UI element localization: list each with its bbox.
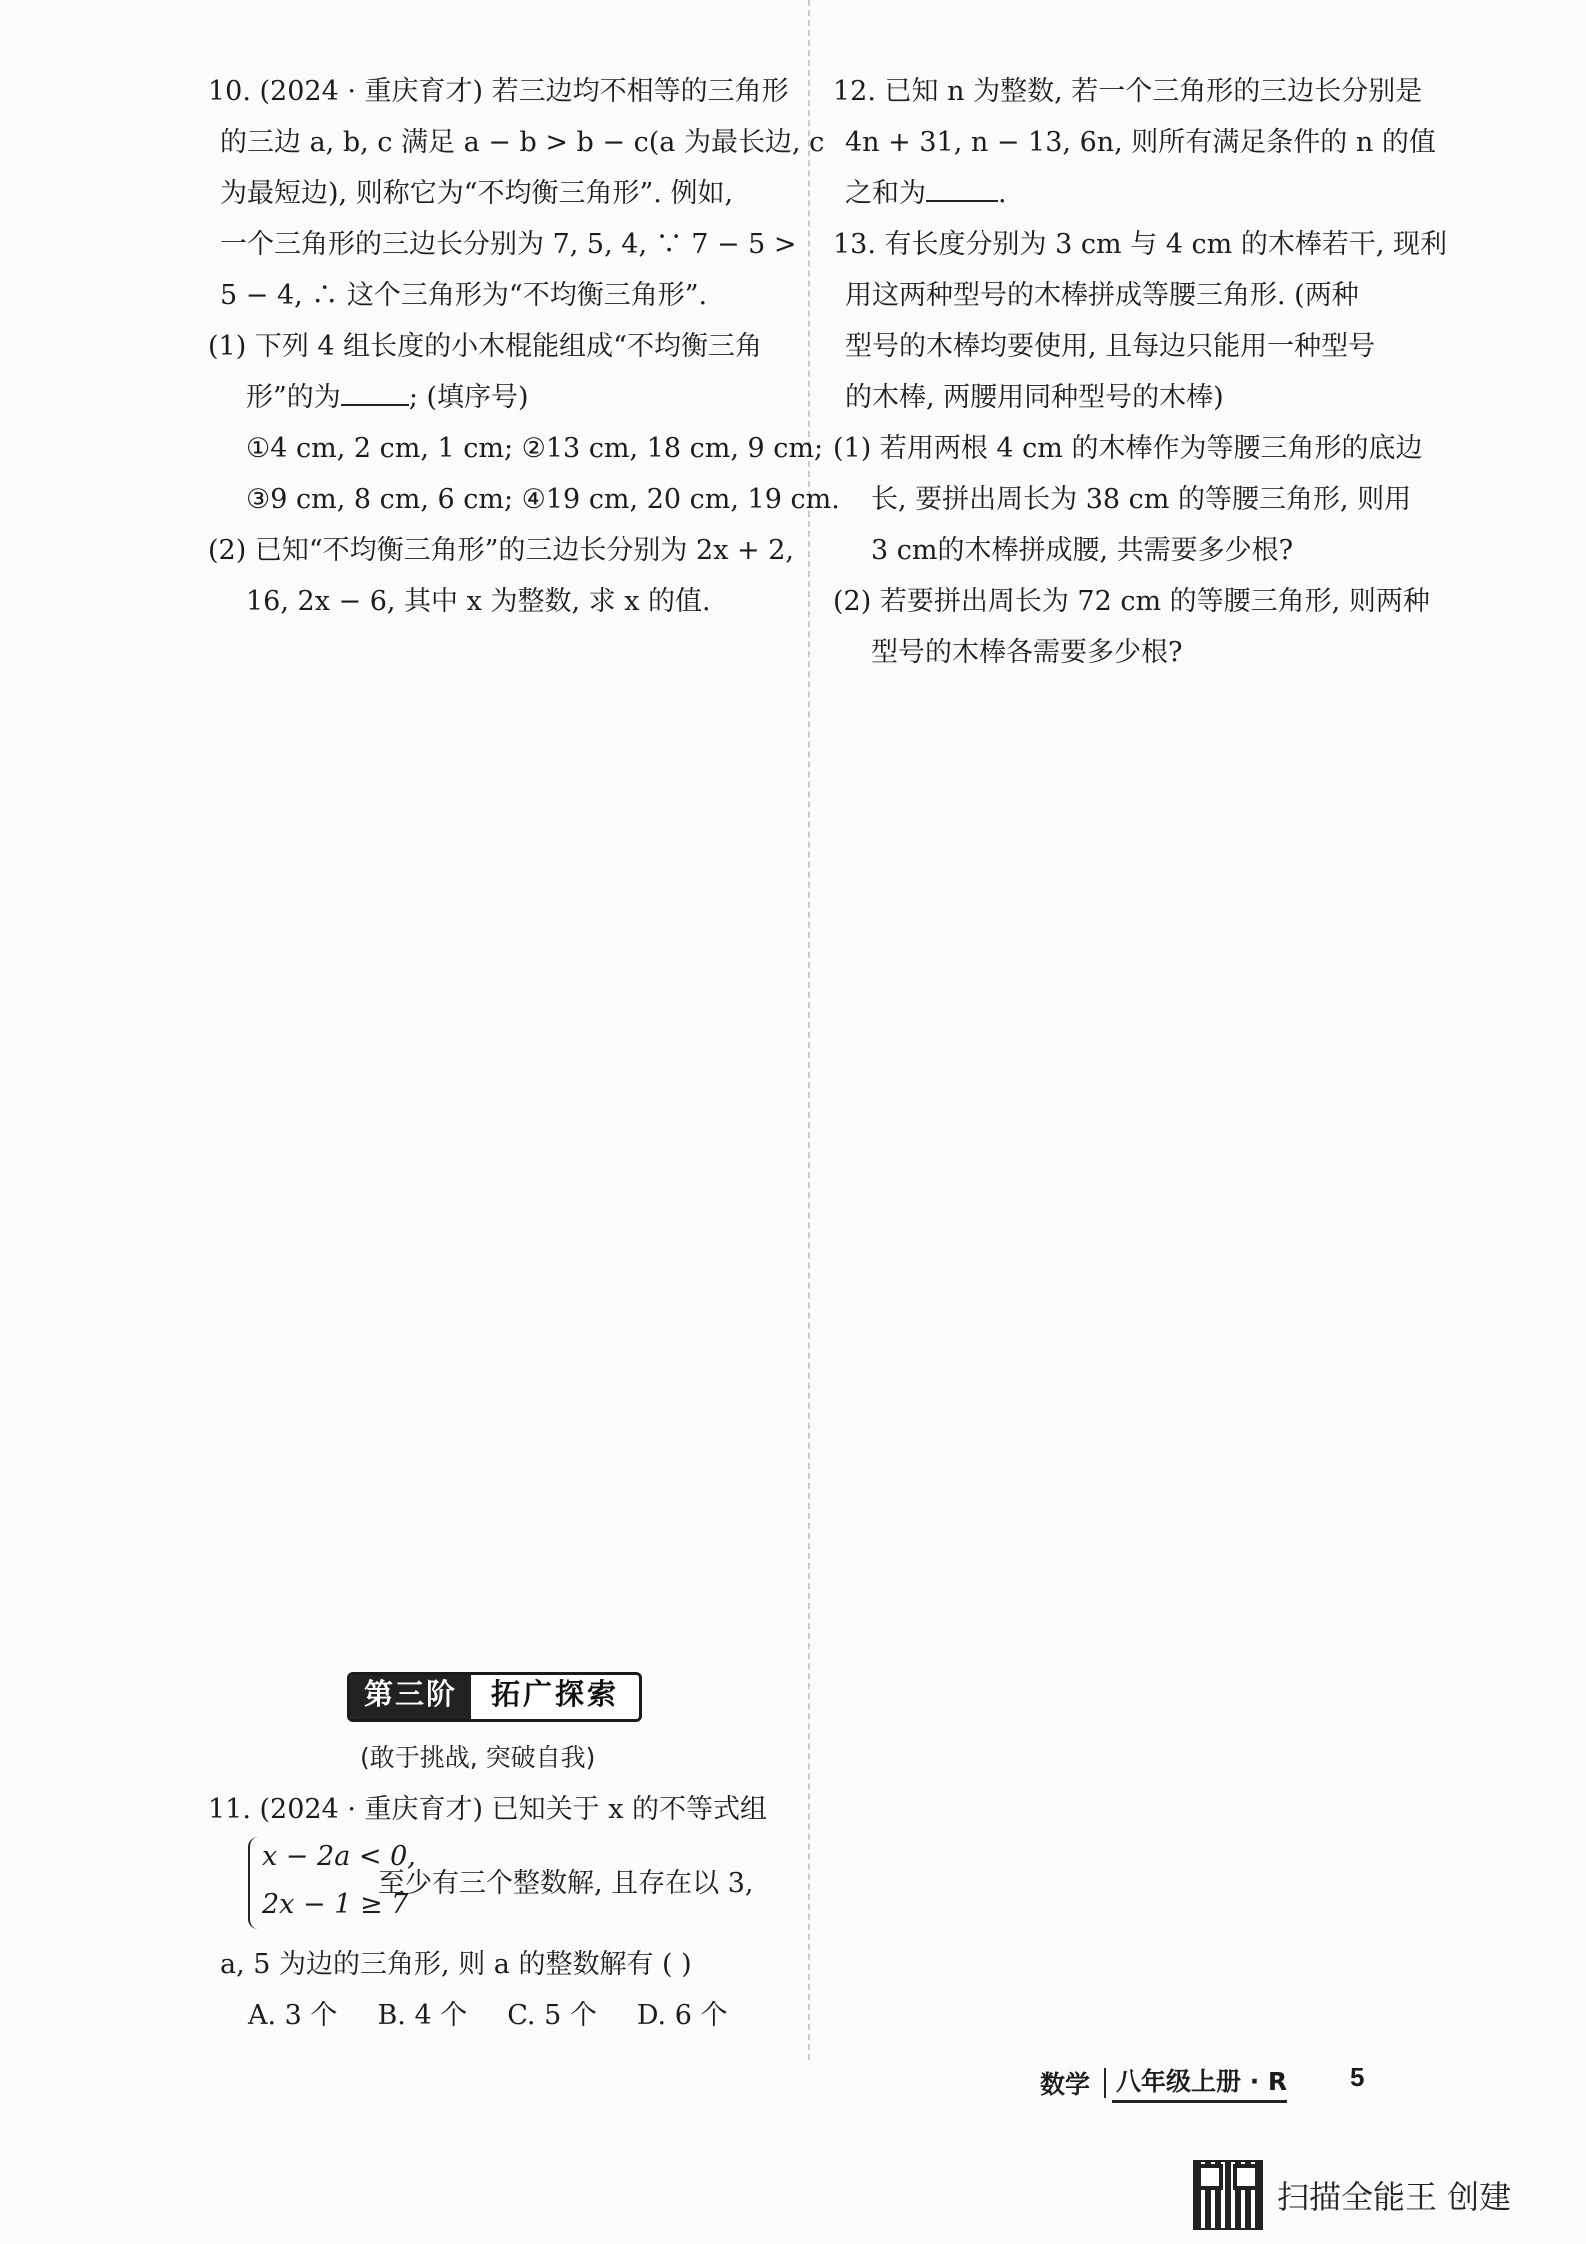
inequality-system <box>208 1835 798 1939</box>
q13-part1-line: (1) 若用两根 4 cm 的木棒作为等腰三角形的底边 <box>833 433 1423 464</box>
left-column <box>208 66 840 627</box>
answer-blank[interactable] <box>926 176 998 202</box>
q11-line: a, 5 为边的三角形, 则 a 的整数解有 ( ) <box>220 1949 692 1980</box>
q13-line: 的木棒, 两腰用同种型号的木棒) <box>845 382 1224 413</box>
q13-line: 用这两种型号的木棒拼成等腰三角形. (两种 <box>845 280 1359 311</box>
footer-subject: 数学 <box>1040 2069 1091 2099</box>
option-c[interactable]: C. 5 个 <box>507 2000 597 2031</box>
q12-line: 4n + 31, n − 13, 6n, 则所有满足条件的 n 的值 <box>845 127 1436 158</box>
q13-part2-line: 型号的木棒各需要多少根? <box>871 637 1183 668</box>
q13-part2-line: (2) 若要拼出周长为 72 cm 的等腰三角形, 则两种 <box>833 586 1430 617</box>
q11-intro: 11. (2024 · 重庆育才) 已知关于 x 的不等式组 <box>208 1794 768 1825</box>
option-d[interactable]: D. 6 个 <box>636 2000 728 2031</box>
q10-line: 一个三角形的三边长分别为 7, 5, 4, ∵ 7 − 5 > <box>220 229 797 260</box>
q10-line: 的三边 a, b, c 满足 a − b > b − c(a 为最长边, c <box>220 127 825 158</box>
inequality-1: x − 2a < 0, <box>262 1841 416 1872</box>
question-10 <box>208 66 840 627</box>
q10-part1-text: ; (填序号) <box>408 382 529 413</box>
q10-part1-line: (1) 下列 4 组长度的小木棍能组成“不均衡三角 <box>208 331 762 362</box>
q13-part1-line: 长, 要拼出周长为 38 cm 的等腰三角形, 则用 <box>871 484 1412 515</box>
q10-part2-line: 16, 2x − 6, 其中 x 为整数, 求 x 的值. <box>246 586 711 617</box>
qr-code-icon <box>1193 2160 1263 2230</box>
section-banner <box>347 1672 642 1722</box>
option-a[interactable]: A. 3 个 <box>248 2000 338 2031</box>
q10-part2-line: (2) 已知“不均衡三角形”的三边长分别为 2x + 2, <box>208 535 794 566</box>
q12-text: . <box>998 178 1007 209</box>
right-column <box>833 66 1447 678</box>
section-title: 拓广探索 <box>471 1675 639 1719</box>
q12-answer-line <box>833 168 1413 219</box>
question-11 <box>208 1784 798 2041</box>
footer-grade: 八年级上册 · R <box>1112 2062 1287 2103</box>
q11-options <box>208 1990 798 2041</box>
q13-line: 型号的木棒均要使用, 且每边只能用一种型号 <box>845 331 1376 362</box>
q12-line: 12. 已知 n 为整数, 若一个三角形的三边长分别是 <box>833 76 1423 107</box>
scanner-watermark <box>1193 2160 1511 2230</box>
q11-condition: 至少有三个整数解, 且存在以 3, <box>378 1868 754 1899</box>
column-divider <box>808 0 810 2060</box>
watermark-text: 扫描全能王 创建 <box>1277 2178 1512 2216</box>
page-number: 5 <box>1350 2062 1365 2092</box>
q10-options-line: ①4 cm, 2 cm, 1 cm; ②13 cm, 18 cm, 9 cm; <box>246 433 824 464</box>
footer-separator <box>1104 2068 1106 2098</box>
page-footer <box>1040 2062 1287 2103</box>
question-13 <box>833 219 1447 678</box>
q12-text: 之和为 <box>845 178 926 209</box>
q13-line: 13. 有长度分别为 3 cm 与 4 cm 的木棒若干, 现利 <box>833 229 1447 260</box>
q13-part1-line: 3 cm的木棒拼成腰, 共需要多少根? <box>871 535 1294 566</box>
q10-part1-text: 形”的为 <box>246 382 341 413</box>
section-level: 第三阶 <box>350 1675 471 1719</box>
answer-blank[interactable] <box>341 380 409 406</box>
q10-options-line: ③9 cm, 8 cm, 6 cm; ④19 cm, 20 cm, 19 cm. <box>246 484 840 515</box>
inequality-2: 2x − 1 ≥ 7 <box>262 1889 409 1920</box>
q10-part1-answer-line <box>208 372 793 423</box>
q10-line: 10. (2024 · 重庆育才) 若三边均不相等的三角形 <box>208 76 789 107</box>
q10-line: 为最短边), 则称它为“不均衡三角形”. 例如, <box>220 178 734 209</box>
brace-symbol <box>248 1837 260 1929</box>
q10-line: 5 − 4, ∴ 这个三角形为“不均衡三角形”. <box>220 280 708 311</box>
question-12 <box>833 66 1436 219</box>
section-subtitle: (敢于挑战, 突破自我) <box>360 1743 596 1772</box>
option-b[interactable]: B. 4 个 <box>377 2000 468 2031</box>
